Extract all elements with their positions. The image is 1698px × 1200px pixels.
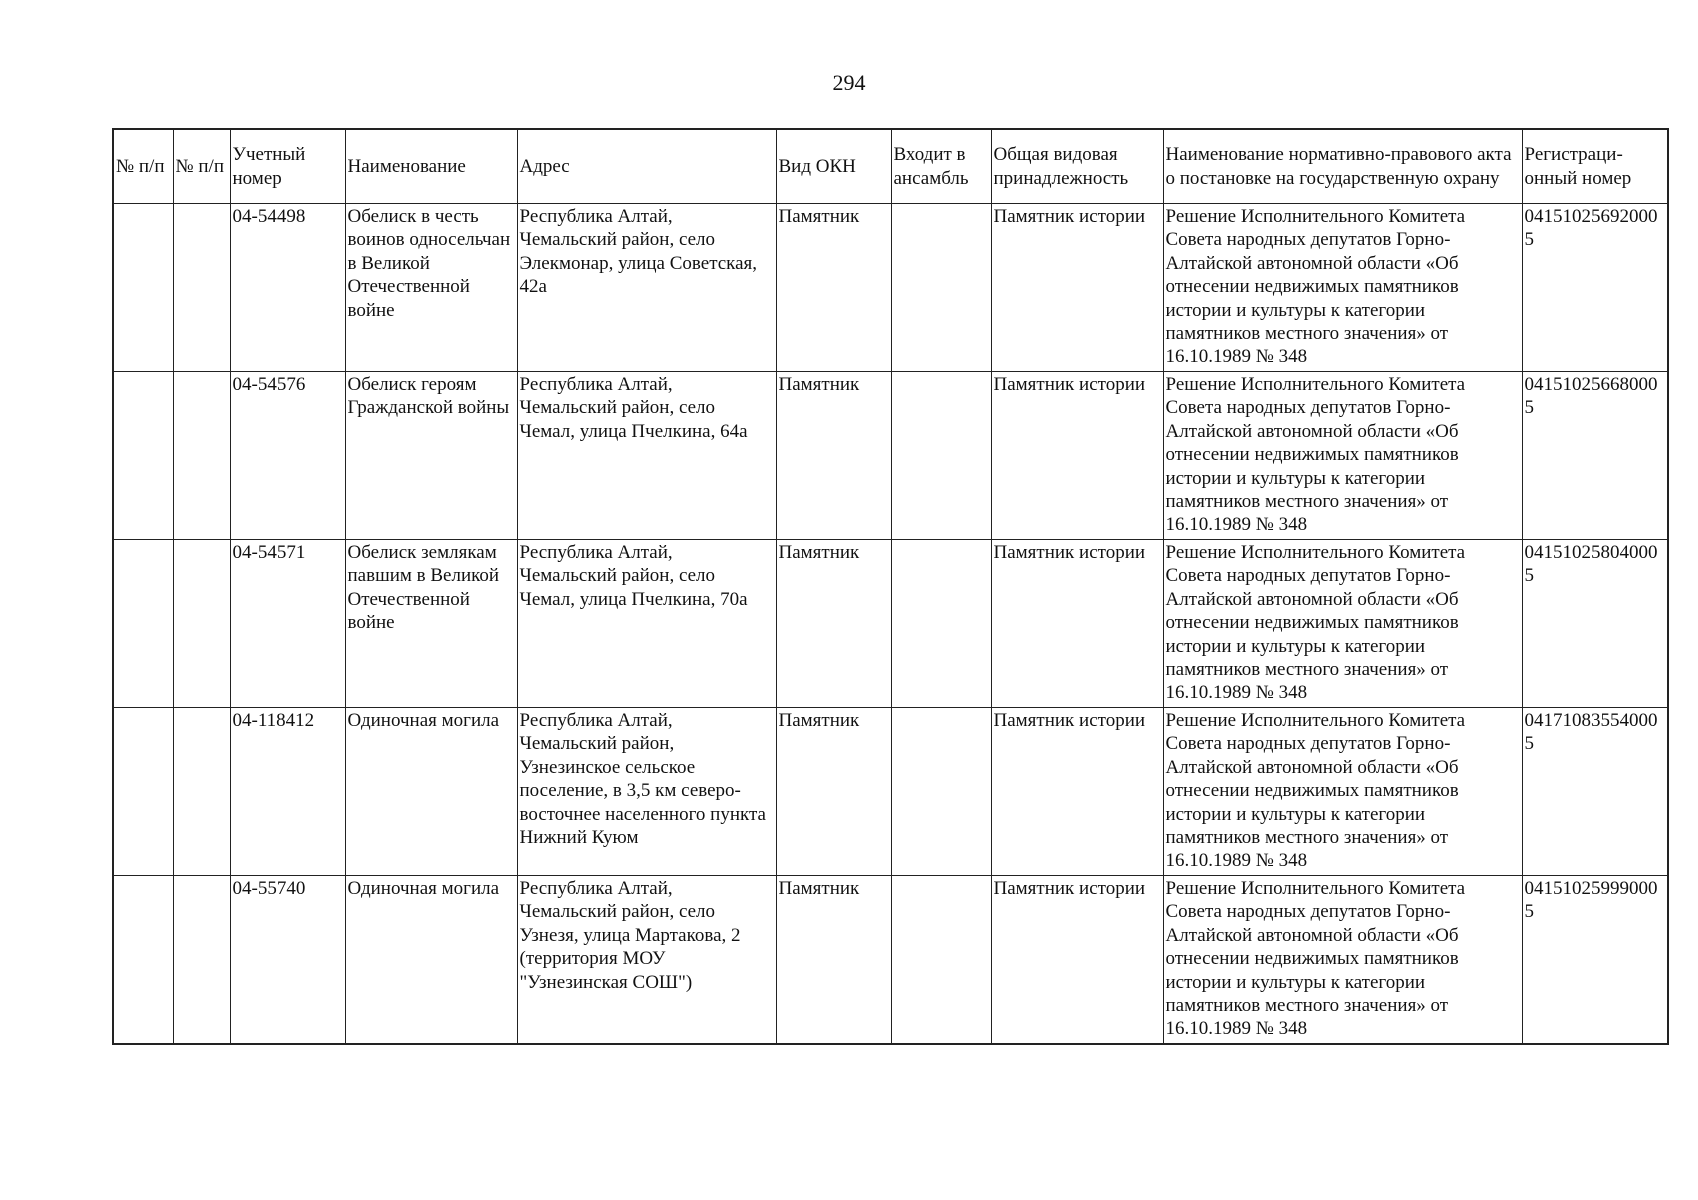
- cell-num-1: [113, 204, 173, 372]
- cell-ensemble: [891, 708, 991, 876]
- cell-okn-type: Памятник: [776, 708, 891, 876]
- cell-num-1: [113, 372, 173, 540]
- header-reg-number: Регистраци-онный номер: [1522, 129, 1668, 204]
- cell-name: Одиночная могила: [345, 876, 517, 1045]
- cell-num-1: [113, 540, 173, 708]
- table-row: [113, 876, 1668, 1045]
- cell-act: Решение Исполнительного Комитета Совета народных депутатов Горно-Алтайской автономной области «Об отнесении недвижимых памятников истории и культуры к категории памятников местного значения» от 16.10.1989 № 348: [1163, 876, 1522, 1045]
- cell-reg-number: 041510256920005: [1522, 204, 1668, 372]
- header-category: Общая видовая принадлежность: [991, 129, 1163, 204]
- header-num-1: № п/п: [113, 129, 173, 204]
- cell-reg-number: 041510258040005: [1522, 540, 1668, 708]
- cell-num-2: [173, 540, 230, 708]
- cell-reg-number: 041510256680005: [1522, 372, 1668, 540]
- cell-address: Республика Алтай, Чемальский район, село Чемал, улица Пчелкина, 70а: [517, 540, 776, 708]
- cell-name: Обелиск землякам павшим в Великой Отечественной войне: [345, 540, 517, 708]
- header-okn-type: Вид ОКН: [776, 129, 891, 204]
- header-account-number: Учетный номер: [230, 129, 345, 204]
- cell-account-number: 04-54571: [230, 540, 345, 708]
- header-address: Адрес: [517, 129, 776, 204]
- cell-okn-type: Памятник: [776, 204, 891, 372]
- cell-num-2: [173, 204, 230, 372]
- cell-ensemble: [891, 540, 991, 708]
- cell-num-2: [173, 372, 230, 540]
- cell-category: Памятник истории: [991, 204, 1163, 372]
- cell-act: Решение Исполнительного Комитета Совета народных депутатов Горно-Алтайской автономной области «Об отнесении недвижимых памятников истории и культуры к категории памятников местного значения» от 16.10.1989 № 348: [1163, 372, 1522, 540]
- table-row: [113, 540, 1668, 708]
- header-act: Наименование нормативно-правового акта о постановке на государственную охрану: [1163, 129, 1522, 204]
- header-name: Наименование: [345, 129, 517, 204]
- page-number: 294: [832, 70, 866, 95]
- cell-name: Обелиск в честь воинов односельчан в Великой Отечественной войне: [345, 204, 517, 372]
- cell-num-1: [113, 876, 173, 1045]
- table-row: [113, 204, 1668, 372]
- cell-category: Памятник истории: [991, 876, 1163, 1045]
- cell-act: Решение Исполнительного Комитета Совета народных депутатов Горно-Алтайской автономной области «Об отнесении недвижимых памятников истории и культуры к категории памятников местного значения» от 16.10.1989 № 348: [1163, 540, 1522, 708]
- cell-okn-type: Памятник: [776, 876, 891, 1045]
- cell-category: Памятник истории: [991, 372, 1163, 540]
- cell-category: Памятник истории: [991, 708, 1163, 876]
- cell-num-1: [113, 708, 173, 876]
- cell-reg-number: 041510259990005: [1522, 876, 1668, 1045]
- cell-okn-type: Памятник: [776, 540, 891, 708]
- cell-account-number: 04-118412: [230, 708, 345, 876]
- cell-address: Республика Алтай, Чемальский район, село Чемал, улица Пчелкина, 64а: [517, 372, 776, 540]
- cell-category: Памятник истории: [991, 540, 1163, 708]
- table-row: [113, 708, 1668, 876]
- heritage-registry-table: [112, 128, 1669, 1045]
- cell-ensemble: [891, 876, 991, 1045]
- cell-act: Решение Исполнительного Комитета Совета народных депутатов Горно-Алтайской автономной области «Об отнесении недвижимых памятников истории и культуры к категории памятников местного значения» от 16.10.1989 № 348: [1163, 204, 1522, 372]
- cell-address: Республика Алтай, Чемальский район, село Элекмонар, улица Советская, 42а: [517, 204, 776, 372]
- cell-okn-type: Памятник: [776, 372, 891, 540]
- cell-address: Республика Алтай, Чемальский район, Узнезинское сельское поселение, в 3,5 км северо-восточнее населенного пункта Нижний Куюм: [517, 708, 776, 876]
- cell-account-number: 04-54576: [230, 372, 345, 540]
- cell-account-number: 04-54498: [230, 204, 345, 372]
- cell-address: Республика Алтай, Чемальский район, село Узнезя, улица Мартакова, 2 (территория МОУ "Узнезинская СОШ"): [517, 876, 776, 1045]
- cell-name: Обелиск героям Гражданской войны: [345, 372, 517, 540]
- cell-ensemble: [891, 204, 991, 372]
- cell-act: Решение Исполнительного Комитета Совета народных депутатов Горно-Алтайской автономной области «Об отнесении недвижимых памятников истории и культуры к категории памятников местного значения» от 16.10.1989 № 348: [1163, 708, 1522, 876]
- cell-reg-number: 041710835540005: [1522, 708, 1668, 876]
- header-num-2: № п/п: [173, 129, 230, 204]
- cell-ensemble: [891, 372, 991, 540]
- cell-account-number: 04-55740: [230, 876, 345, 1045]
- table-row: [113, 372, 1668, 540]
- cell-num-2: [173, 876, 230, 1045]
- header-ensemble: Входит в ансамбль: [891, 129, 991, 204]
- cell-num-2: [173, 708, 230, 876]
- cell-name: Одиночная могила: [345, 708, 517, 876]
- table-header-row: [113, 129, 1668, 204]
